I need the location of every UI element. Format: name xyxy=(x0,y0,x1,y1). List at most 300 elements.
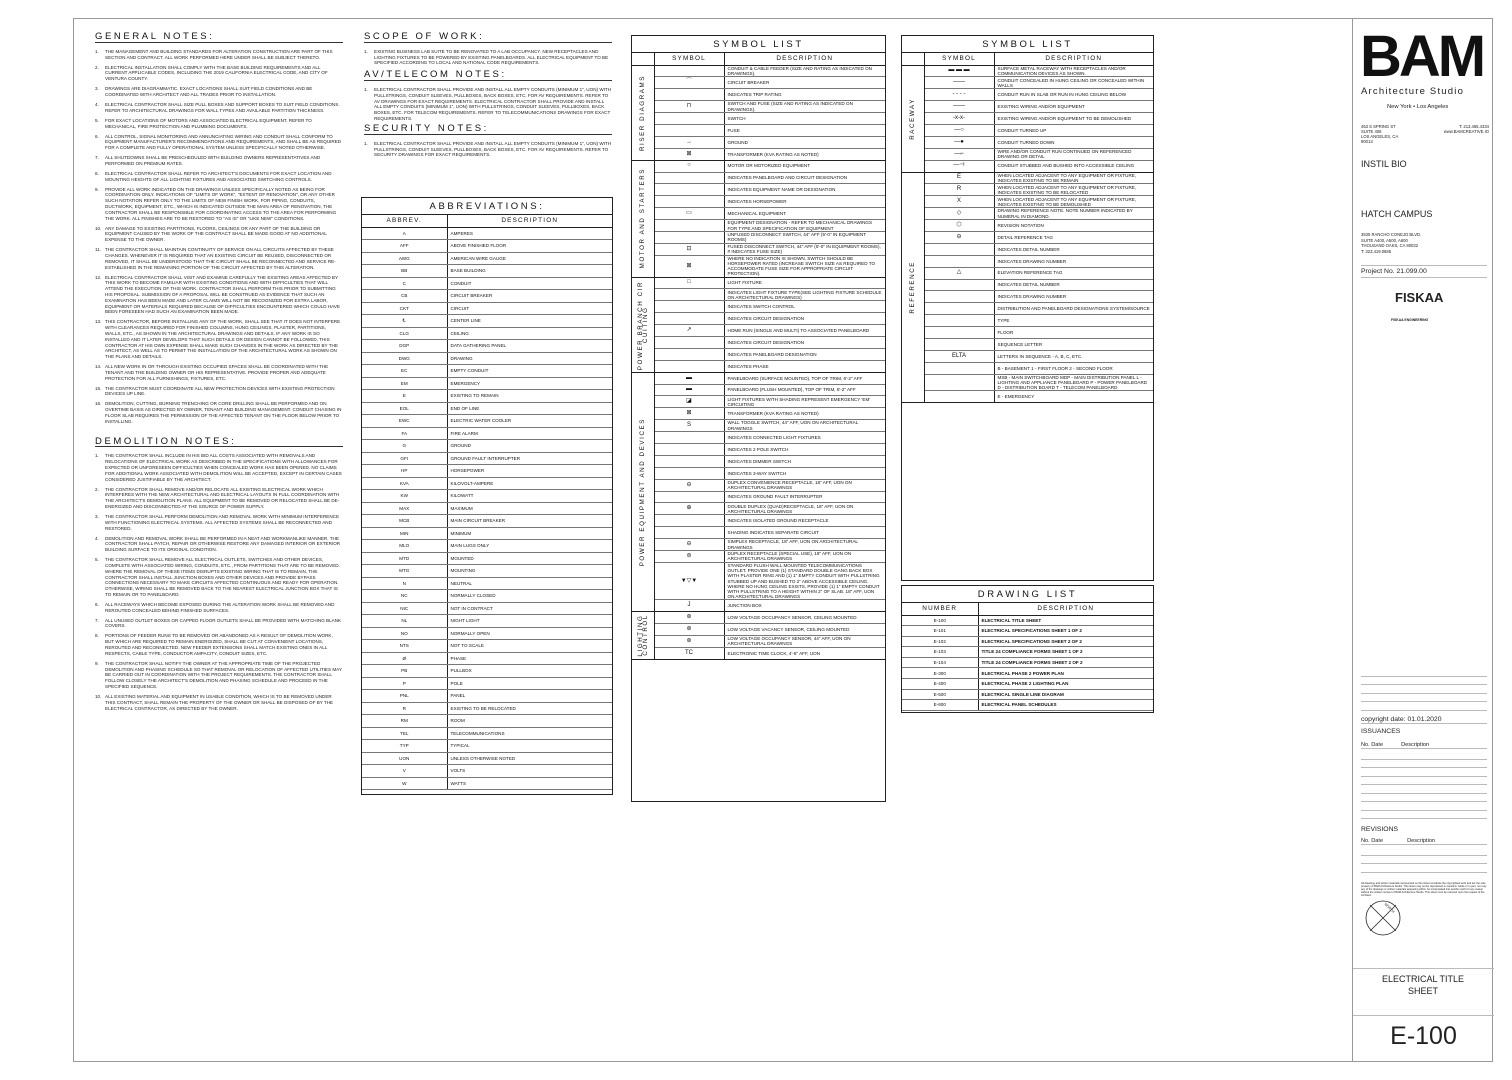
symbol-row xyxy=(902,391,1153,403)
symbol-description: SHADING INDICATES SEPARATE CIRCUIT xyxy=(724,527,885,539)
symbol-row xyxy=(632,196,885,208)
revisions-title: REVISIONS xyxy=(1361,826,1399,833)
symbol-description: TRANSFORMER (KVA RATING AS NOTED) xyxy=(724,408,885,420)
symbol-glyph: -x-x- xyxy=(924,113,994,125)
abbreviation-code: TYP xyxy=(362,740,447,753)
symbol-description: CONDUIT & CABLE FEEDER (SIZE AND RATING AS INDICATED ON DRAWINGS). xyxy=(724,65,885,77)
symbol-row xyxy=(902,89,1153,101)
symbol-description: FUSE xyxy=(724,124,885,136)
symbol-row xyxy=(632,301,885,313)
note-number: 13. xyxy=(95,319,102,325)
symbol-description: REVISION NOTATION xyxy=(994,220,1153,232)
symbol-list-1-title: SYMBOL LIST xyxy=(632,36,885,53)
abbreviation-code: MIN xyxy=(362,527,447,540)
note-text: THE MANAGEMENT AND BUILDING STANDARDS FOR ALTERATION CONSTRUCTION ARE PART OF THIS SECTION AND CONTRACT. ALL WORK PERFORMED HERE UNDER SHALL BE SUBJECT THERETO. xyxy=(105,48,333,60)
note-text: ELECTRICAL CONTRACTOR SHALL VISIT AND EXAMINE CAREFULLY THE EXISTING AREAS AFFECTED BY THIS WORK TO BECOME FAMILIAR WITH EXISTING CONDITIONS AND WITH DIFFICULTIES THAT WILL ATTEND THE EXECUTION OF THIS WORK. CONTRACTOR SHALL PERFORM THIS PRIOR TO SUBMITTING HIS PROPOSAL. SUBMISSION OF A PROPOSAL WILL BE CONSTRUED AS EVIDENCE THAT SUCH AN EXAMINATION HAS BEEN MADE AND LATER CLAIMS WILL NOT BE RECOGNIZED FOR EXTRA LABOR, EQUIPMENT OR MATERIALS REQUIRED BECAUSE OF DIFFICULTIES ENCOUNTERED WHICH COULD HAVE BEEN FORESEEN HAD SUCH AN EXAMINATION BEEN MADE. xyxy=(105,274,340,315)
abbreviation-code: MCB xyxy=(362,515,447,528)
abbreviation-row xyxy=(362,740,612,753)
symbol-description: INDICATES TRIP RATING xyxy=(724,89,885,101)
symbol-glyph: - - - - xyxy=(924,89,994,101)
abbreviation-description: TYPICAL xyxy=(447,740,612,753)
symbol-glyph: ⊠ xyxy=(654,255,724,277)
abbreviation-description: EMERGENCY xyxy=(447,377,612,390)
symbol-description: INDICATES HORSEPOWER xyxy=(724,196,885,208)
abbreviation-code: Ø xyxy=(362,652,447,665)
abbreviation-row xyxy=(362,315,612,328)
symbol-description: E - EMERGENCY xyxy=(994,391,1153,403)
note-number: 9. xyxy=(95,186,99,192)
symbol-glyph xyxy=(654,348,724,360)
symbol-row xyxy=(632,360,885,372)
note-number: 4. xyxy=(95,101,99,107)
abbreviation-row xyxy=(362,227,612,240)
abbreviation-description: NEUTRAL xyxy=(447,577,612,590)
symbol-glyph xyxy=(654,515,724,527)
note-text: FOR EXACT LOCATIONS OF MOTORS AND ASSOCIATED ELECTRICAL EQUIPMENT, REFER TO MECHANICAL, FIRE PROTECTION AND PLUMBING DOCUMENTS. xyxy=(105,117,312,129)
symbol-glyph: ⊖ xyxy=(654,479,724,491)
symbol-description: WALL TOGGLE SWITCH, 44" AFF, UON ON ARCHITECTURAL DRAWINGS xyxy=(724,420,885,432)
note-text: ELECTRICAL CONTRACTOR SHALL PROVIDE AND INSTALL ALL EMPTY CONDUITS (MINIMUM 1", UON) WITH PULLSTRINGS, CONDUIT SLEEVES, PULLBOXES, BACK BOXES, ETC. FOR AV REQUIREMENTS. REFER TO SECURITY DRAWINGS FOR EXACT REQUIREMENTS. xyxy=(374,140,612,158)
note-text: EXISTING BUSINESS LAB SUITE TO BE RENOVATED TO A LAB OCCUPANCY. NEW RECEPTACLES AND LIGHTING FIXTURES TO BE POWERED BY EXISTING PANELBOARDS. ALL ELECTRICAL EQUIPMENT TO BE SPECIFIED ACCORDING TO LOCAL AND NATIONAL CODE REQUIREMENTS. xyxy=(374,48,609,66)
abbreviation-code: NC xyxy=(362,590,447,603)
symbol-row xyxy=(902,124,1153,136)
symbol-glyph: J xyxy=(654,600,724,612)
abbreviation-code: EOL xyxy=(362,402,447,415)
abbreviation-code: V xyxy=(362,765,447,778)
abbreviation-row xyxy=(362,577,612,590)
site-address-2: SUITE A400, A500, A600 xyxy=(1361,237,1408,243)
symbol-description: WHEN LOCATED ADJACENT TO ANY EQUIPMENT OR FIXTURE, INDICATES EXISTING TO BE DEMOLISHED xyxy=(994,196,1153,208)
abbreviation-row xyxy=(362,327,612,340)
symbol-description: CONDUIT RUN IN SLAB OR RUN IN HUNG CEILING BELOW xyxy=(994,89,1153,101)
drawing-description: ELECTRICAL SPECIFICATIONS SHEET 1 OF 2 xyxy=(978,626,1153,637)
av-telecom-list xyxy=(364,87,612,122)
symbol-glyph xyxy=(654,432,724,444)
symbol-glyph: ⊜ xyxy=(654,551,724,563)
note-number: 1. xyxy=(95,48,99,54)
abbreviation-row xyxy=(362,390,612,403)
symbol-glyph xyxy=(654,301,724,313)
drawing-row xyxy=(902,657,1153,668)
note-number: 1. xyxy=(95,453,99,459)
revision-description: Description xyxy=(1407,838,1436,844)
symbol-glyph: ⬡ xyxy=(924,220,994,232)
general-notes-list xyxy=(95,49,343,425)
scope-list xyxy=(364,49,612,66)
note-number: 12. xyxy=(95,274,102,280)
note-item xyxy=(95,319,343,360)
symbol-list-1 xyxy=(631,35,886,802)
abbreviation-description: PHASE xyxy=(447,652,612,665)
abbreviation-description: TELECOMMUNICATIONS xyxy=(447,727,612,740)
symbol-description: DRAWING REFERENCE NOTE. NOTE NUMBER INDICATED BY NUMERAL IN DIAMOND. xyxy=(994,208,1153,220)
drawing-description: TITLE 24 COMPLIANCE FORMS SHEET 1 OF 2 xyxy=(978,647,1153,658)
symbol-row xyxy=(902,267,1153,279)
abbreviation-code: EWC xyxy=(362,415,447,428)
symbol-row xyxy=(632,515,885,527)
abbr-header: ABBREV. xyxy=(362,215,447,227)
abbreviation-code: UON xyxy=(362,752,447,765)
symbol-glyph: TC xyxy=(654,647,724,659)
abbreviation-description: POLE xyxy=(447,677,612,690)
abbreviation-row xyxy=(362,527,612,540)
symbol-description: HOME RUN (SINGLE AND MULTI) TO ASSOCIATED PANELBOARD xyxy=(724,325,885,337)
symbol-description: SURFACE METAL RACEWAY WITH RECEPTACLES AND/OR COMMUNICATION DEVICES AS SHOWN. xyxy=(994,65,1153,77)
revision-no-date: No. Date xyxy=(1361,838,1384,844)
drawing-description: ELECTRICAL PHASE 2 POWER PLAN xyxy=(978,668,1153,679)
drawing-number: E-400 xyxy=(902,679,978,690)
drawing-description: ELECTRICAL TITLE SHEET xyxy=(978,615,1153,626)
note-number: 8. xyxy=(95,633,99,639)
note-item xyxy=(95,275,343,316)
symbol-row xyxy=(902,208,1153,220)
symbol-glyph: —● xyxy=(924,136,994,148)
abbreviation-row xyxy=(362,402,612,415)
symbol-glyph: E xyxy=(924,172,994,184)
abbreviations-table xyxy=(361,197,613,795)
abbreviation-description: END OF LINE xyxy=(447,402,612,415)
symbol-description: CONDUIT TURNED DOWN xyxy=(994,136,1153,148)
drawing-list xyxy=(901,585,1154,713)
site-address-1: 3535 RANCHO CONEJO BLVD. xyxy=(1361,232,1422,237)
abbreviation-row xyxy=(362,702,612,715)
symbol-description: LIGHT FIXTURE xyxy=(724,277,885,289)
symbol-glyph xyxy=(654,220,724,232)
scope-title: SCOPE OF WORK: xyxy=(364,34,612,43)
symbol-row xyxy=(632,491,885,503)
symbol-glyph: X xyxy=(924,196,994,208)
symbol-glyph: ▭ xyxy=(654,208,724,220)
symbol-group-label xyxy=(902,65,924,172)
abbreviation-description: KILOVOLT-AMPERE xyxy=(447,477,612,490)
abbreviation-code: MLO xyxy=(362,540,447,553)
drawing-number: E-300 xyxy=(902,668,978,679)
symbol-glyph: ○ xyxy=(654,160,724,172)
sym2-desc-header: DESCRIPTION xyxy=(994,53,1153,65)
abbreviation-description: MAIN CIRCUIT BREAKER xyxy=(447,515,612,528)
abbreviation-code: DGP xyxy=(362,340,447,353)
symbol-group-name: POWER EQUIPMENT AND DEVICES xyxy=(639,417,647,567)
note-number: 15. xyxy=(95,385,102,391)
site-phone: T: 323.419.0685 xyxy=(1361,248,1392,254)
symbol-description: INDICATES CIRCUIT DESIGNATION xyxy=(724,313,885,325)
note-number: 6. xyxy=(95,133,99,139)
demolition-notes-list xyxy=(95,453,343,711)
symbol-description: MOTOR OR MOTORIZED EQUIPMENT xyxy=(724,160,885,172)
symbol-description: WHEN LOCATED ADJACENT TO ANY EQUIPMENT OR FIXTURE, INDICATES EXISTING TO BE RELOCATED xyxy=(994,184,1153,196)
abbreviation-description: CENTER LINE xyxy=(447,315,612,328)
symbol-row xyxy=(902,255,1153,267)
note-number: 6. xyxy=(95,601,99,607)
symbol-row xyxy=(632,255,885,277)
symbol-description: TRANSFORMER (KVA RATING AS NOTED) xyxy=(724,148,885,160)
abbreviation-code: G xyxy=(362,440,447,453)
abbreviation-row xyxy=(362,652,612,665)
abbreviation-row xyxy=(362,377,612,390)
note-number: 14. xyxy=(95,364,102,370)
note-text: THE CONTRACTOR SHALL NOTIFY THE OWNER AT THE APPROPRIATE TIME OF THE PROJECTED DEMOLITION AND PHASING SCHEDULE SO THAT REMOVAL OR RELOCATION OF AFFECTED UTILITIES MAY BE CARRIED OUT IN COORDINATION WITH THE PROJECT REQUIREMENTS. THE CONTRACTOR SHALL FOLLOW CLOSELY THE ARCHITECT'S DEMOLITION AND PHASING SCHEDULE AND PROCEED IN THE SPECIFIED SEQUENCE. xyxy=(105,660,342,690)
drawing-number-header: NUMBER xyxy=(902,603,978,615)
note-text: THE CONTRACTOR SHALL INCLUDE IN HIS BID ALL COSTS ASSOCIATED WITH REMOVALS AND RELOCATIONS OF ELECTRICAL WORK AS DESCRIBED IN THE SPECIFICATIONS WITH ALLOWANCES FOR EXPECTED OR UNFORESEEN DIFFICULTIES WHEN CONCEALED WORK HAS BEEN OPENED. NO CLAIMS FOR ADDITIONAL WORK ASSOCIATED WITH DEMOLITION WILL BE ACCEPTED, EXCEPT IN CERTAIN CASES CONSIDERED JUSTIFIABLE BY THE ARCHITECT. xyxy=(105,453,342,482)
abbreviation-code: DWG xyxy=(362,352,447,365)
issuance-no-date: No. Date xyxy=(1361,742,1384,748)
symbol-row xyxy=(902,148,1153,160)
symbol-glyph: ▬ ▬ ▬ xyxy=(924,65,994,77)
note-text: DRAWINGS ARE DIAGRAMMATIC. EXACT LOCATIONS SHALL SUIT FIELD CONDITIONS AND BE COORDINATED WITH ARCHITECT AND ALL TRADES PRIOR TO INSTALLATION. xyxy=(105,86,313,97)
symbol-row xyxy=(632,172,885,184)
note-item xyxy=(95,155,343,167)
abbreviation-row xyxy=(362,640,612,653)
site-name: HATCH CAMPUS xyxy=(1361,209,1433,219)
symbol-description: ELECTRONIC TIME CLOCK, 4'-6" AFF, UON xyxy=(724,647,885,659)
abbreviation-code: R xyxy=(362,702,447,715)
note-number: 2. xyxy=(95,486,99,492)
symbol-glyph: ◇ xyxy=(924,208,994,220)
note-text: ALL EXISTING MATERIAL AND EQUIPMENT IN USABLE CONDITION, WHICH IS TO BE REMOVED UNDER THIS CONTRACT, SHALL REMAIN THE PROPERTY OF THE OWNER OR SHALL BE DISPOSED OF BY THE ELECTRICAL CONTRACTOR, AS DIRECTED BY THE OWNER. xyxy=(105,694,334,711)
symbol-group-name: RACEWAY xyxy=(909,97,917,140)
address-line-1: 453 S SPRING ST xyxy=(1361,124,1396,129)
drawing-row xyxy=(902,647,1153,658)
abbreviation-row xyxy=(362,602,612,615)
note-text: THE CONTRACTOR SHALL REMOVE ALL ELECTRICAL OUTLETS, SWITCHES AND OTHER DEVICES, COMPLETE WITH ASSOCIATED WIRING, CONDUITS, ETC., FROM PARTITIONS THAT ARE TO BE REMOVED. WHERE THE REMOVAL OF THESE ITEMS DISRUPTS EXISTING WIRING THAT IS TO REMAIN, THE CONTRACTOR SHALL INSTALL JUNCTION BOXES AND OTHER DEVICES AND PROVIDE BYPASS CONNECTIONS NECESSARY TO MAKE CIRCUITS AFFECTED CONTINUOUS AND READY FOR OPERATION. OTHERWISE, WIRING SHALL BE REMOVED BACK TO THE NEAREST ELECTRICAL JUNCTION BOX THAT IS TO REMAIN OR TO PANELBOARD. xyxy=(105,557,340,597)
symbol-description: MECHANICAL EQUIPMENT xyxy=(724,208,885,220)
symbol-row xyxy=(902,362,1153,374)
symbol-row xyxy=(632,277,885,289)
note-text: ALL UNUSED OUTLET BOXES OR CAPPED FLOOR OUTLETS SHALL BE PROVIDED WITH MATCHING BLANK COVERS. xyxy=(105,617,342,629)
abbreviation-row xyxy=(362,677,612,690)
abbreviation-description: NORMALLY CLOSED xyxy=(447,590,612,603)
note-number: 7. xyxy=(95,155,99,161)
abbreviation-row xyxy=(362,540,612,553)
symbol-glyph: S xyxy=(654,420,724,432)
symbol-description: STANDARD FLUSH WALL MOUNTED TELECOMMUNICATIONS OUTLET. PROVIDE ONE (1) STANDARD DOUBLE GANG BACK BOX WITH PLASTER RING AND (1) 1" EMPTY CONDUIT WITH PULLSTRING STUBBED UP AND BUSHED TO 2" ABOVE ACCESSIBLE CEILING. WHERE NO HUNG CEILING EXISTS, PROVIDE (1) 1" EMPTY CONDUIT WITH PULLSTRING TO A HEIGHT WITHIN 2" OF SLAB. 18" AFF, UON ON ARCHITECTURAL DRAWINGS xyxy=(724,562,885,599)
note-number: 16. xyxy=(95,401,102,407)
abbreviation-description: NOT IN CONTRACT xyxy=(447,602,612,615)
symbol-group-name: RISER DIAGRAMS xyxy=(639,74,647,151)
symbol-glyph: —— xyxy=(924,77,994,89)
symbol-row xyxy=(902,101,1153,113)
abbreviation-description: MAIN LUGS ONLY xyxy=(447,540,612,553)
symbol-glyph xyxy=(654,313,724,325)
note-item xyxy=(95,633,343,656)
abbreviation-code: PB xyxy=(362,665,447,678)
abbreviation-row xyxy=(362,690,612,703)
note-text: ALL SHUTDOWNS SHALL BE PRESCHEDULED WITH BUILDING OWNERS REPRESENTATIVES AND PERFORMED ON PREMIUM RATES. xyxy=(105,155,321,166)
note-item xyxy=(95,65,343,82)
note-item xyxy=(95,401,343,424)
note-item xyxy=(95,364,343,381)
blank-lines-top xyxy=(1361,668,1487,711)
symbol-row xyxy=(632,77,885,89)
symbol-glyph: ▼▽▼ xyxy=(654,562,724,599)
abbreviation-description: HORSEPOWER xyxy=(447,465,612,478)
symbol-description: INDICATES DRAWING NUMBER xyxy=(994,255,1153,267)
symbol-description: LOW VOLTAGE OCCUPANCY SENSOR, 44" AFF, UON ON ARCHITECTURAL DRAWINGS xyxy=(724,636,885,648)
symbol-description: FLOOR xyxy=(994,327,1153,339)
symbol-row xyxy=(902,243,1153,255)
symbol-glyph xyxy=(654,444,724,456)
abbreviation-description: CIRCUIT BREAKER xyxy=(447,290,612,303)
symbol-description: CONDUIT STUBBED AND BUSHED INTO ACCESSIBLE CEILING xyxy=(994,160,1153,172)
abbreviation-code: NTS xyxy=(362,640,447,653)
abbreviation-code: P xyxy=(362,677,447,690)
symbol-row xyxy=(902,184,1153,196)
note-number: 8. xyxy=(95,170,99,176)
symbol-description: INDICATES DIMMER SWITCH xyxy=(724,455,885,467)
sheet-title: ELECTRICAL TITLE SHEET xyxy=(1381,974,1465,996)
abbreviation-row xyxy=(362,440,612,453)
abbr-desc-header: DESCRIPTION xyxy=(447,215,612,227)
note-item xyxy=(95,536,343,553)
symbol-row xyxy=(632,65,885,77)
symbol-description: INDICATES DRAWING NUMBER xyxy=(994,291,1153,303)
symbol-glyph: △ xyxy=(924,267,994,279)
abbreviation-row xyxy=(362,665,612,678)
abbreviation-description: AMPERES xyxy=(447,227,612,240)
note-number: 2. xyxy=(95,64,99,70)
project-number: Project No. 21.099.00 xyxy=(1361,265,1487,278)
drawing-row xyxy=(902,668,1153,679)
note-item xyxy=(95,86,343,98)
symbol-glyph: —⊣ xyxy=(924,160,994,172)
symbol-description: LETTERS IN SEQUENCE - A, B, C, ETC. xyxy=(994,350,1153,362)
symbol-description: CIRCUIT BREAKER xyxy=(724,77,885,89)
note-text: PORTIONS OF FEEDER RUNS TO BE REMOVED OR ABANDONED AS A RESULT OF DEMOLITION WORK, BUT WHICH ARE REQUIRED TO REMAIN ENERGIZED, SHALL BE CUT AT CONVENIENT LOCATIONS, REROUTED AND RECONNECTED. NEW FEEDER EXTENSIONS SHALL MATCH EXISTING ONES IN ALL RESPECTS, CABLE TYPE, CONDUCTOR AMPACITY, CONDUIT SIZES, ETC. xyxy=(105,633,333,656)
symbol-description: DUPLEX CONVENIENCE RECEPTACLE, 18" AFF, UON ON ARCHITECTURAL DRAWINGS xyxy=(724,479,885,491)
symbol-glyph xyxy=(924,279,994,291)
symbol-description: PANELBOARD (FLUSH MOUNTED), TOP OF TRIM, 6'-2" AFF xyxy=(724,384,885,396)
symbol-row xyxy=(632,551,885,563)
demolition-notes-title: DEMOLITION NOTES: xyxy=(95,439,343,448)
symbol-glyph xyxy=(654,124,724,136)
symbol-glyph: ↗ xyxy=(654,325,724,337)
abbreviation-row xyxy=(362,277,612,290)
abbreviation-code: C xyxy=(362,277,447,290)
note-number: 3. xyxy=(95,86,99,92)
abbreviation-row xyxy=(362,365,612,378)
symbol-row xyxy=(632,289,885,301)
copyright-date: copyright date: 01.01.2020 xyxy=(1361,716,1487,724)
abbreviation-row xyxy=(362,465,612,478)
symbol-glyph xyxy=(654,455,724,467)
note-item xyxy=(95,453,343,482)
note-text: ALL NEW WORK IN OR THROUGH EXISTING OCCUPIED SPACES SHALL BE COORDINATED WITH THE TENANT AND THE BUILDING OWNER OR HIS REPRESENTATIVE. PROVIDE PROPER AND ADEQUATE PROTECTION FOR ALL FURNISHINGS, FIXTURES, ETC. xyxy=(105,364,329,381)
symbol-row xyxy=(632,208,885,220)
symbol-description: INDICATES 3-WAY SWITCH xyxy=(724,467,885,479)
abbreviation-code: MTD xyxy=(362,552,447,565)
note-item xyxy=(95,134,343,151)
north-label: NORTH xyxy=(1383,902,1396,914)
abbreviation-row xyxy=(362,452,612,465)
symbol-glyph: ⊛ xyxy=(654,612,724,624)
symbol-glyph xyxy=(924,315,994,327)
symbol-group-name: LIGHTING CONTROL xyxy=(636,614,649,657)
symbol-description: DOUBLE DUPLEX (QUAD)RECEPTACLE, 18" AFF, UON ON ARCHITECTURAL DRAWINGS xyxy=(724,503,885,515)
symbol-description: DISTRIBUTION AND PANELBOARD DESIGNATIONS SYSTEM/SOURCE xyxy=(994,303,1153,315)
drawing-row xyxy=(902,689,1153,700)
general-notes-title: GENERAL NOTES: xyxy=(95,34,343,43)
symbol-group-label xyxy=(632,65,654,160)
note-item xyxy=(364,87,612,122)
symbol-glyph: → xyxy=(654,136,724,148)
symbol-row xyxy=(632,600,885,612)
security-list xyxy=(364,141,612,158)
symbol-row xyxy=(902,113,1153,125)
issuances-title: ISSUANCES xyxy=(1361,728,1401,735)
symbol-description: UNFUSED DISCONNECT SWITCH, 44" AFF (5'-0" IN EQUIPMENT ROOMS) xyxy=(724,231,885,243)
symbol-group-label xyxy=(632,277,654,372)
symbol-description: INDICATES EQUIPMENT NAME OR DESIGNATION xyxy=(724,184,885,196)
bam-logo: BAM xyxy=(1360,24,1484,89)
symbol-glyph: ◪ xyxy=(654,396,724,408)
symbol-description: INDICATES PHASE xyxy=(724,360,885,372)
symbol-glyph: ▬ xyxy=(654,372,724,384)
symbol-glyph: ▬ xyxy=(654,384,724,396)
symbol-description: INDICATES PANELBOARD AND CIRCUIT DESIGNATION xyxy=(724,172,885,184)
note-item xyxy=(95,386,343,398)
abbreviation-row xyxy=(362,777,612,790)
symbol-description: LIGHT FIXTURES WITH SHADING REPRESENT EMERGENCY 'EM' CIRCUITING xyxy=(724,396,885,408)
issuance-description: Description xyxy=(1401,742,1430,748)
symbol-row xyxy=(632,384,885,396)
symbol-description: SWITCH AND FUSE (SIZE AND RATING AS INDICATED ON DRAWINGS). xyxy=(724,101,885,113)
abbreviation-description: GROUND FAULT INTERRUPTER xyxy=(447,452,612,465)
symbol-glyph xyxy=(924,291,994,303)
drawing-number: E-600 xyxy=(902,700,978,711)
symbol-glyph xyxy=(654,196,724,208)
abbreviation-code: NO xyxy=(362,627,447,640)
note-item xyxy=(95,694,343,711)
av-telecom-title: AV/TELECOM NOTES: xyxy=(364,72,612,81)
abbreviation-code: KW xyxy=(362,490,447,503)
abbreviation-code: HP xyxy=(362,465,447,478)
symbol-glyph: ⊠ xyxy=(654,148,724,160)
symbol-row xyxy=(902,196,1153,208)
abbreviation-row xyxy=(362,240,612,253)
note-item xyxy=(95,618,343,630)
abbreviation-row xyxy=(362,727,612,740)
abbreviation-description: AMERICAN WIRE GAUGE xyxy=(447,252,612,265)
note-text: THE CONTRACTOR SHALL MAINTAIN CONTINUITY OF SERVICE ON ALL CIRCUITS AFFECTED BY THESE CHANGES. WHENEVER IT IS REQUIRED THAT AN EXISTING CIRCUIT BE REUSED, DISCONNECTED OR REMOVED, IT SHALL BE UNDERSTOOD THAT THE CIRCUIT SHALL BE RECONNECTED AND SERVICE RE-ESTABLISHED IN THE REMAINING PORTION OF THE CIRCUIT AFFECTED BY THIS ALTERATION. xyxy=(105,247,336,270)
abbreviation-code: EC xyxy=(362,365,447,378)
abbreviation-row xyxy=(362,590,612,603)
symbol-row xyxy=(632,503,885,515)
abbreviation-code: GFI xyxy=(362,452,447,465)
sym1-desc-header: DESCRIPTION xyxy=(724,53,885,65)
symbol-description: LOW VOLTAGE OCCUPANCY SENSOR, CEILING MOUNTED xyxy=(724,612,885,624)
symbol-row xyxy=(902,160,1153,172)
abbreviation-row xyxy=(362,627,612,640)
symbol-row xyxy=(632,348,885,360)
symbol-glyph xyxy=(924,362,994,374)
note-text: THE CONTRACTOR SHALL PERFORM DEMOLITION AND REMOVAL WORK WITH MINIMUM INTERFERENCE WITH FUNCTIONING ELECTRICAL SYSTEMS. ALL AFFECTED SYSTEMS SHALL BE RECONNECTED AND RESTORED. xyxy=(105,513,340,531)
symbol-glyph xyxy=(654,231,724,243)
symbol-description: EQUIPMENT DESIGNATION - REFER TO MECHANICAL DRAWINGS FOR TYPE AND SPECIFICATION OF EQUIPMENT xyxy=(724,220,885,232)
abbreviation-description: MOUNTING xyxy=(447,565,612,578)
symbol-row xyxy=(632,231,885,243)
symbol-row xyxy=(632,160,885,172)
symbol-row xyxy=(632,432,885,444)
drawing-number: E-101 xyxy=(902,626,978,637)
symbol-description: CONDUIT CONCEALED IN HUNG CEILING OR CONCEALED WITHIN WALLS xyxy=(994,77,1153,89)
abbreviation-description: DATA GATHERING PANEL xyxy=(447,340,612,353)
symbol-description: DUPLEX RECEPTACLE (SPECIAL USE), 18" AFF, UON ON ARCHITECTURAL DRAWINGS xyxy=(724,551,885,563)
symbol-glyph: —⌐ xyxy=(924,148,994,160)
symbol-glyph: —○ xyxy=(924,124,994,136)
symbol-glyph: ⊖ xyxy=(924,231,994,243)
note-item xyxy=(95,187,343,222)
note-number: 1. xyxy=(364,86,368,92)
